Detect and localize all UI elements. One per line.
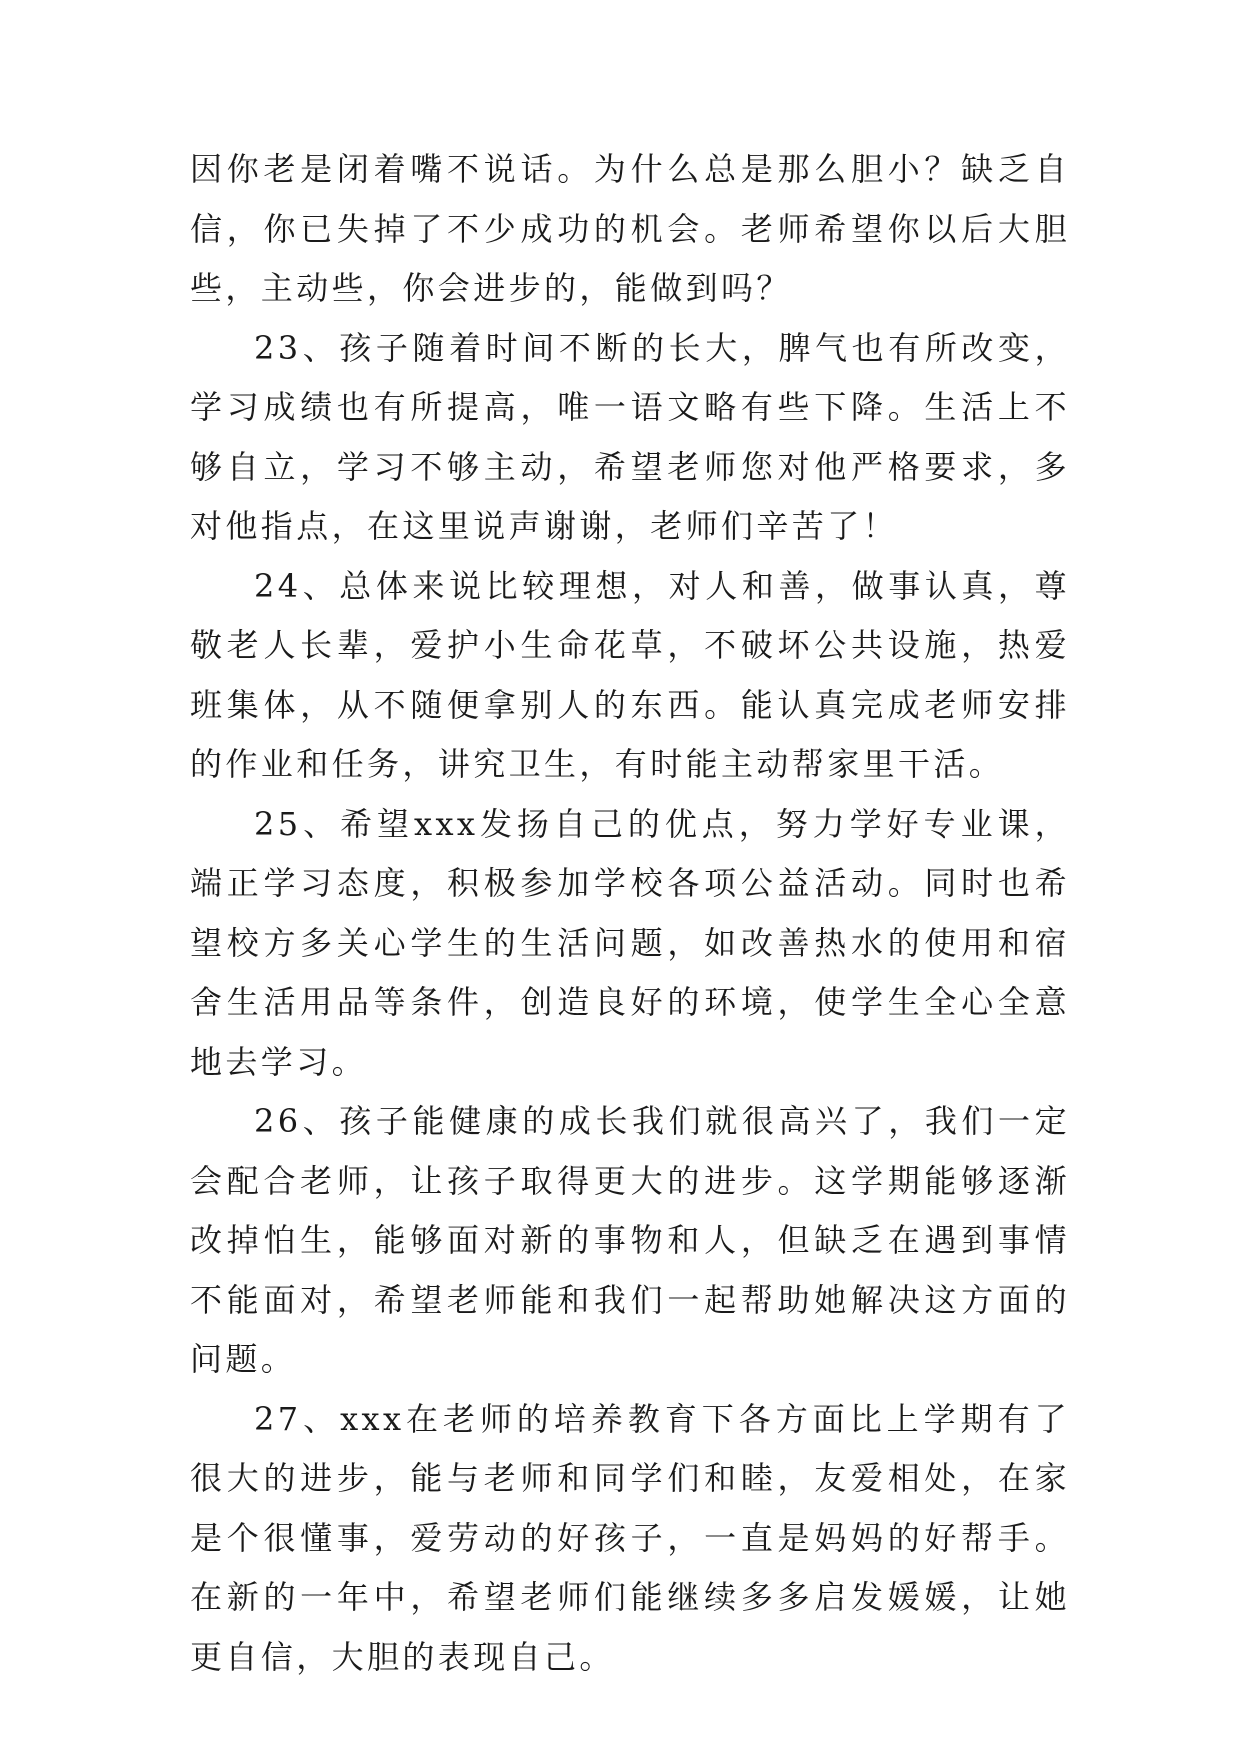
paragraph-27: 27、xxx在老师的培养教育下各方面比上学期有了很大的进步，能与老师和同学们和睦，友爱相处，在家是个很懂事，爱劳动的好孩子，一直是妈妈的好帮手。在新的一年中，希望老师们能继续多多启发媛媛，让她更自信，大胆的表现自己。: [190, 1399, 1070, 1676]
paragraph-continued: 因你老是闭着嘴不说话。为什么总是那么胆小？缺乏自信，你已失掉了不少成功的机会。老师希望你以后大胆些，主动些，你会进步的，能做到吗？: [190, 150, 1070, 307]
paragraph-23: 23、孩子随着时间不断的长大，脾气也有所改变，学习成绩也有所提高，唯一语文略有些下降。生活上不够自立，学习不够主动，希望老师您对他严格要求，多对他指点，在这里说声谢谢，老师们辛苦了！: [190, 328, 1070, 545]
document-page: [190, 140, 1070, 1687]
paragraph-26: 26、孩子能健康的成长我们就很高兴了，我们一定会配合老师，让孩子取得更大的进步。这学期能够逐渐改掉怕生，能够面对新的事物和人，但缺乏在遇到事情不能面对，希望老师能和我们一起帮助她解决这方面的问题。: [190, 1102, 1070, 1378]
paragraph-24: 24、总体来说比较理想，对人和善，做事认真，尊敬老人长辈，爱护小生命花草，不破坏公共设施，热爱班集体，从不随便拿别人的东西。能认真完成老师安排的作业和任务，讲究卫生，有时能主动帮家里干活。: [190, 566, 1070, 783]
paragraph-25: 25、希望xxx发扬自己的优点，努力学好专业课，端正学习态度，积极参加学校各项公益活动。同时也希望校方多关心学生的生活问题，如改善热水的使用和宿舍生活用品等条件，创造良好的环境，使学生全心全意地去学习。: [190, 804, 1070, 1081]
